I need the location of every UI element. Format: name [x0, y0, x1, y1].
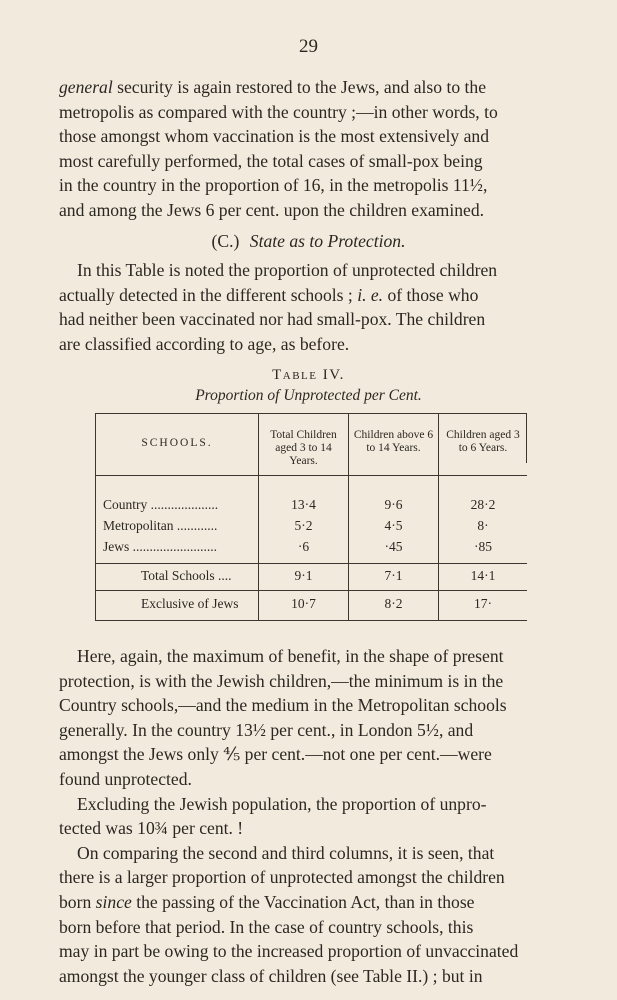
- text-span: actually detected in the different schools ;: [59, 284, 358, 305]
- text-line: may in part be owing to the increased proportion of unvaccinated: [59, 941, 519, 962]
- table-col-divider-1: [258, 413, 259, 621]
- table-rule-left: [95, 413, 96, 621]
- table-cell: 9·6: [384, 497, 403, 512]
- text-line: those amongst whom vaccination is the most extensively and: [59, 126, 489, 147]
- data-table: [95, 413, 527, 621]
- text-span: born: [59, 891, 96, 912]
- table-cell: 5·2: [294, 518, 313, 533]
- text-line: amongst the Jews only ⅘ per cent.—not one per cent.—were: [59, 744, 492, 765]
- table-cell: ·6: [297, 539, 310, 554]
- text-line: Here, again, the maximum of benefit, in the shape of present: [77, 646, 504, 666]
- table-col-divider-2: [348, 413, 349, 621]
- section-label: (C.): [211, 231, 240, 251]
- table-caption: Proportion of Unprotected per Cent.: [195, 387, 422, 404]
- text-line: Excluding the Jewish population, the proportion of unpro-: [77, 793, 487, 814]
- text-line: most carefully performed, the total cases of small-pox being: [59, 150, 483, 171]
- table-rule-total-top: [95, 563, 527, 564]
- table-rule-total-bottom: [95, 590, 527, 591]
- text-line: generally. In the country 13½ per cent., in London 5½, and: [59, 719, 474, 740]
- table-col-divider-3: [438, 413, 439, 621]
- row-label-metropolitan: Metropolitan ............: [103, 518, 218, 533]
- text-span: the passing of the Vaccination Act, than in those: [131, 891, 475, 912]
- text-line: metropolis as compared with the country ;—in other words, to: [59, 101, 498, 122]
- table-rule-right: [526, 413, 527, 463]
- text-line: had neither been vaccinated nor had small-pox. The children: [59, 309, 486, 330]
- table-cell: 9·1: [294, 568, 313, 583]
- section-heading: [0, 231, 617, 252]
- header-total-children: Total Children aged 3 to 14 Years.: [270, 429, 337, 467]
- text-line: are classified according to age, as before.: [59, 333, 350, 354]
- paragraph-table-intro: [59, 258, 570, 356]
- header-children-above-6: Children above 6 to 14 Years.: [353, 429, 434, 454]
- text-line: [59, 283, 570, 308]
- table-title: Table IV.: [272, 367, 345, 383]
- italic-word: since: [95, 891, 132, 912]
- text-line: In this Table is noted the proportion of unprotected children: [77, 260, 498, 280]
- page-number: 29: [299, 36, 318, 57]
- text-line: found unprotected.: [59, 768, 192, 789]
- text-line: [59, 75, 570, 100]
- text-line: there is a larger proportion of unprotected amongst the children: [59, 867, 505, 888]
- text-line: in the country in the proportion of 16, in the metropolis 11½,: [59, 175, 488, 196]
- text-line: born before that period. In the case of country schools, this: [59, 916, 474, 937]
- table-cell: 8·: [477, 518, 489, 533]
- table-cell: 14·1: [470, 568, 496, 583]
- text-line: amongst the younger class of children (see Table II.) ; but in: [59, 965, 483, 986]
- italic-abbrev: i. e.: [357, 284, 384, 305]
- section-title: State as to Protection.: [249, 231, 406, 251]
- text-line: On comparing the second and third columns, it is seen, that: [77, 842, 495, 863]
- row-label-country: Country ....................: [103, 497, 219, 512]
- table-cell: ·85: [474, 539, 492, 554]
- text-line: tected was 10¾ per cent. !: [59, 818, 244, 839]
- text-line: and among the Jews 6 per cent. upon the children examined.: [59, 199, 485, 220]
- table-cell: 17·: [474, 596, 492, 611]
- table-cell: 8·2: [384, 596, 403, 611]
- table-cell: 7·1: [384, 568, 403, 583]
- table-rule-top: [95, 413, 527, 414]
- table-cell: ·45: [384, 539, 403, 554]
- header-schools: SCHOOLS.: [141, 437, 213, 449]
- text-line: Country schools,—and the medium in the Metropolitan schools: [59, 695, 507, 716]
- table-cell: 28·2: [470, 497, 496, 512]
- header-children-3-to-6: Children aged 3 to 6 Years.: [446, 429, 520, 454]
- text-line: protection, is with the Jewish children,—the minimum is in the: [59, 670, 504, 691]
- row-label-exclusive-of-jews: Exclusive of Jews: [141, 596, 239, 611]
- paragraph-general-security: [59, 75, 570, 223]
- row-label-total-schools: Total Schools ....: [141, 568, 232, 583]
- table-cell: 10·7: [291, 596, 316, 611]
- table-cell: 13·4: [291, 497, 316, 512]
- row-label-jews: Jews .........................: [103, 539, 217, 554]
- text-line-rest: security is again restored to the Jews, and also to the: [112, 77, 487, 97]
- table-rule-header-bottom: [95, 475, 527, 476]
- paragraph-discussion: [59, 644, 570, 988]
- table-rule-bottom: [95, 620, 527, 621]
- italic-word: general: [59, 77, 113, 97]
- text-line: [59, 890, 570, 915]
- table-cell: 4·5: [384, 518, 403, 533]
- text-span: of those who: [383, 284, 479, 305]
